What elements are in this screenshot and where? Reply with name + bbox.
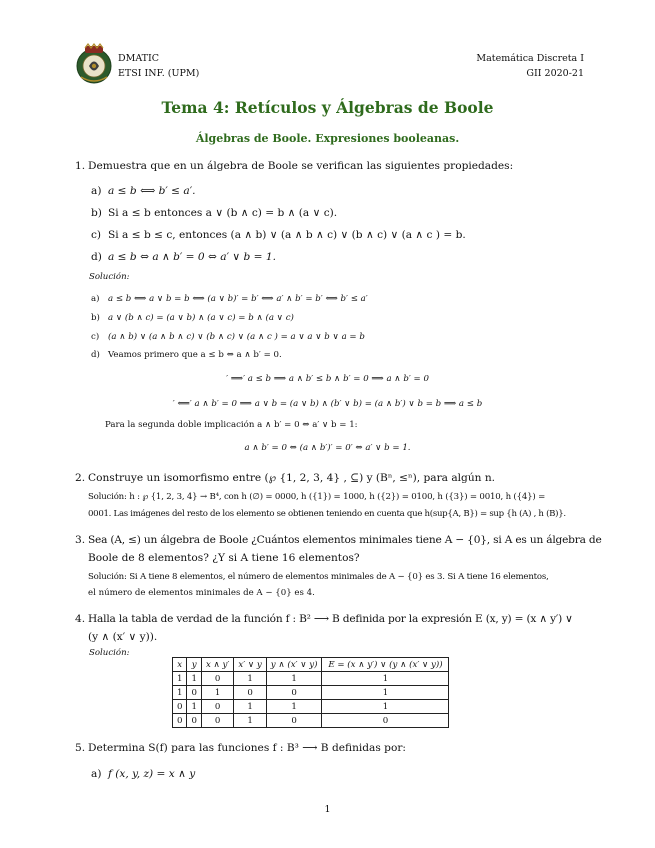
q1-item-d: a ≤ b ⇔ a ∧ b′ = 0 ⇔ a′ ∨ b = 1.	[108, 251, 276, 263]
q5-text: Determina S(f) para las funciones f : B³ ⟶ B definidas por:	[88, 742, 406, 754]
table-cell: 0	[201, 700, 233, 714]
q2-solution-line2: 0001. Las imágenes del resto de los elemento se obtienen teniendo en cuenta que h(sup{A, B}) = sup {h (A) , h (B)}.	[88, 509, 566, 519]
col-header: x′ ∨ y	[234, 658, 266, 672]
table-cell: 0	[322, 714, 449, 728]
document-subtitle: Álgebras de Boole. Expresiones booleanas.	[195, 132, 460, 145]
q5-item-a-label: a)	[91, 768, 102, 780]
table-row	[173, 700, 449, 714]
q1-item-a: a ≤ b ⟺ b′ ≤ a′.	[108, 185, 196, 197]
truth-table-header	[173, 658, 449, 672]
table-cell: 0	[266, 714, 322, 728]
header-course: Matemática Discreta I	[476, 53, 584, 64]
table-cell: 0	[266, 686, 322, 700]
table-cell: 0	[234, 686, 266, 700]
q1-sol-c: (a ∧ b) ∨ (a ∧ b ∧ c) ∨ (b ∧ c) ∨ (a ∧ c ) = a ∨ a ∨ b ∨ a = b	[108, 332, 365, 342]
table-cell: 1	[322, 700, 449, 714]
header-right	[476, 51, 584, 81]
table-cell: 0	[187, 714, 201, 728]
col-header: x	[173, 658, 187, 672]
q1-item-c-label: c)	[91, 229, 102, 241]
q3-solution-line1: Solución: Si A tiene 8 elementos, el número de elementos minimales de A − {0} es 3. Si A tiene 16 elementos,	[88, 572, 549, 582]
q1-sol-a: a ≤ b ⟺ a ∨ b = b ⟺ (a ∨ b)′ = b′ ⟺ a′ ∧ b′ = b′ ⟺ b′ ≤ a′	[108, 294, 368, 304]
q1-number: 1.	[75, 160, 86, 172]
q1-item-b: Si a ≤ b entonces a ∨ (b ∧ c) = b ∧ (a ∨ c).	[108, 207, 338, 219]
q1-eq-forward: ′ ⟹′ a ≤ b ⟹ a ∧ b′ ≤ b ∧ b′ = 0 ⟹ a ∧ b′ = 0	[226, 374, 429, 384]
q5-item-a: f (x, y, z) = x ∧ y	[108, 768, 196, 780]
col-header: E = (x ∧ y′) ∨ (y ∧ (x′ ∨ y))	[322, 658, 449, 672]
table-cell: 0	[201, 672, 233, 686]
table-cell: 1	[234, 700, 266, 714]
q3-solution-line2: el número de elementos minimales de A − {0} es 4.	[88, 588, 315, 598]
q1-item-c: Si a ≤ b ≤ c, entonces (a ∧ b) ∨ (a ∧ b ∧ c) ∨ (b ∧ c) ∨ (a ∧ c ) = b.	[108, 229, 466, 241]
q3-line1: Sea (A, ≤) un álgebra de Boole ¿Cuántos elementos minimales tiene A − {0}, si A es un álgebra de	[88, 534, 602, 546]
col-header: x ∧ y′	[201, 658, 233, 672]
q1-item-d-label: d)	[91, 251, 102, 263]
q1-item-b-label: b)	[91, 207, 102, 219]
q4-number: 4.	[75, 613, 86, 625]
q1-sol-c-label: c)	[91, 332, 100, 342]
header-term: GII 2020-21	[526, 68, 584, 79]
table-row	[173, 686, 449, 700]
q1-sol-d: Veamos primero que a ≤ b ⇔ a ∧ b′ = 0.	[108, 350, 282, 360]
table-cell: 1	[266, 672, 322, 686]
q5-number: 5.	[75, 742, 86, 754]
q1-sol-b-label: b)	[91, 313, 100, 323]
q3-number: 3.	[75, 534, 86, 546]
q1-item-a-label: a)	[91, 185, 102, 197]
q2-number: 2.	[75, 472, 86, 484]
q1-sol-d-label: d)	[91, 350, 100, 360]
q2-text: Construye un isomorfismo entre (℘ {1, 2, 3, 4} , ⊆) y (Bⁿ, ≤ⁿ), para algún n.	[88, 472, 496, 484]
q1-para: Para la segunda doble implicación a ∧ b′ = 0 ⇔ a′ ∨ b = 1:	[105, 420, 358, 430]
col-header: y	[187, 658, 201, 672]
table-cell: 0	[173, 700, 187, 714]
q1-solution-label: Solución:	[89, 272, 130, 282]
q4-solution-label: Solución:	[89, 648, 130, 658]
header-school: ETSI INF. (UPM)	[118, 68, 200, 79]
table-cell: 1	[187, 672, 201, 686]
truth-table	[172, 657, 449, 728]
table-cell: 1	[322, 686, 449, 700]
table-cell: 1	[201, 686, 233, 700]
q2-solution-line1: Solución: h : ℘ {1, 2, 3, 4} → B⁴, con h (∅) = 0000, h ({1}) = 1000, h ({2}) = 0100, h ({3}) = 0010, h ({4}) =	[88, 492, 546, 502]
document-title: Tema 4: Retículos y Álgebras de Boole	[161, 98, 494, 117]
q1-sol-b: a ∨ (b ∧ c) = (a ∨ b) ∧ (a ∨ c) = b ∧ (a ∨ c)	[108, 313, 294, 323]
table-cell: 1	[187, 700, 201, 714]
q1-eq-second: a ∧ b′ = 0 ⇔ (a ∧ b′)′ = 0′ ⇔ a′ ∨ b = 1.	[244, 443, 411, 453]
table-cell: 0	[187, 686, 201, 700]
table-row	[173, 714, 449, 728]
header-dept: DMATIC	[118, 53, 160, 64]
q1-sol-a-label: a)	[91, 294, 100, 304]
table-cell: 1	[234, 672, 266, 686]
q1-text: Demuestra que en un álgebra de Boole se verifican las siguientes propiedades:	[88, 160, 514, 172]
page-number: 1	[324, 804, 331, 815]
university-crest-logo	[73, 43, 115, 85]
table-cell: 1	[322, 672, 449, 686]
table-cell: 1	[266, 700, 322, 714]
q1-eq-backward: ′ ⟸′ a ∧ b′ = 0 ⟹ a ∨ b = (a ∨ b) ∧ (b′ ∨ b) = (a ∧ b′) ∨ b = b ⟹ a ≤ b	[172, 399, 483, 409]
table-row	[173, 672, 449, 686]
table-cell: 0	[173, 714, 187, 728]
table-cell: 1	[173, 672, 187, 686]
table-cell: 1	[234, 714, 266, 728]
q3-line2: Boole de 8 elementos? ¿Y si A tiene 16 elementos?	[88, 552, 360, 564]
q4-line2: (y ∧ (x′ ∨ y)).	[88, 631, 158, 643]
table-cell: 0	[201, 714, 233, 728]
table-cell: 1	[173, 686, 187, 700]
q4-line1: Halla la tabla de verdad de la función f : B² ⟶ B definida por la expresión E (x, y) = (x ∧ y′) ∨	[88, 613, 573, 625]
col-header: y ∧ (x′ ∨ y)	[266, 658, 322, 672]
header-left	[118, 51, 199, 81]
